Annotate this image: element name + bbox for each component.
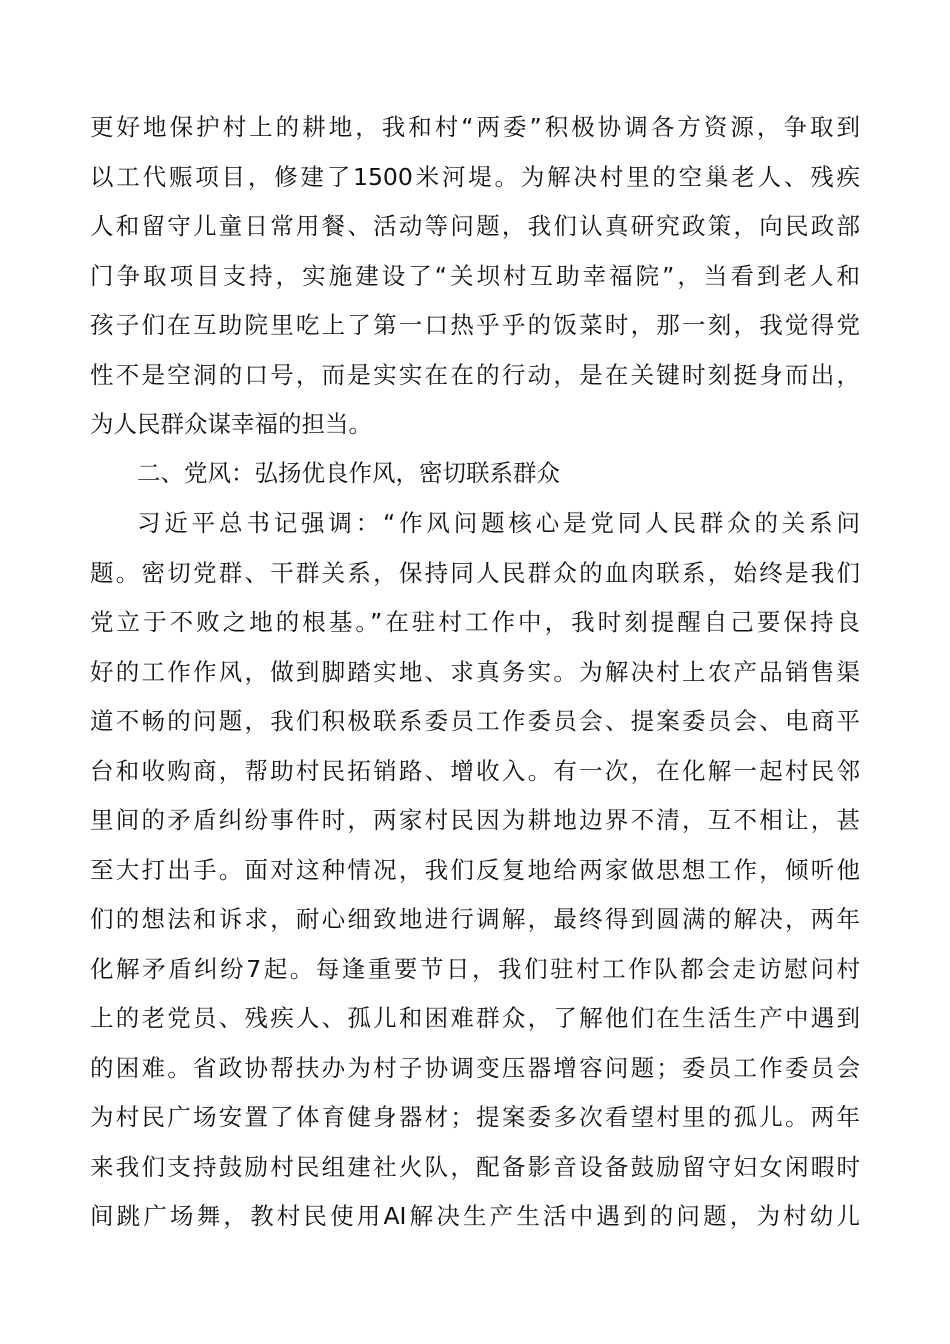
paragraph-line: 党立于不败之地的根基。”在驻村工作中，我时刻提醒自己要保持良 (90, 608, 860, 636)
paragraph-line: 好的工作作风，做到脚踏实地、求真务实。为解决村上农产品销售渠 (90, 657, 860, 686)
paragraph-1 (90, 103, 860, 450)
paragraph-line: 至大打出手。面对这种情况，我们反复地给两家做思想工作，倾听他 (90, 855, 860, 884)
paragraph-line: 为人民群众谋幸福的担当。 (90, 410, 372, 438)
paragraph-line: 人和留守儿童日常用餐、活动等问题，我们认真研究政策，向民政部 (90, 212, 860, 240)
paragraph-line: 门争取项目支持，实施建设了“关坝村互助幸福院”，当看到老人和 (90, 261, 860, 290)
paragraph-line: 里间的矛盾纠纷事件时，两家村民因为耕地边界不清，互不相让，甚 (90, 806, 860, 834)
paragraph-line: 孩子们在互助院里吃上了第一口热乎乎的饭菜时，那一刻，我觉得党 (90, 311, 860, 339)
paragraph-line: 以工代赈项目，修建了1500米河堤。为解决村里的空巢老人、残疾 (90, 162, 860, 191)
paragraph-line: 道不畅的问题，我们积极联系委员工作委员会、提案委员会、电商平 (90, 707, 860, 735)
section-heading-block (90, 449, 860, 499)
paragraph-line: 为村民广场安置了体育健身器材；提案委多次看望村里的孤儿。两年 (90, 1103, 860, 1131)
section-heading: 二、党风：弘扬优良作风，密切联系群众 (137, 459, 560, 487)
paragraph-line: 台和收购商，帮助村民拓销路、增收入。有一次，在化解一起村民邻 (90, 756, 860, 785)
paragraph-line: 间跳广场舞，教村民使用AI解决生产生活中遇到的问题，为村幼儿 (90, 1202, 860, 1230)
paragraph-line: 化解矛盾纠纷7起。每逢重要节日，我们驻村工作队都会走访慰问村 (90, 954, 860, 983)
paragraph-line: 更好地保护村上的耕地，我和村“两委”积极协调各方资源，争取到 (90, 113, 860, 141)
paragraph-line: 来我们支持鼓励村民组建社火队，配备影音设备鼓励留守妇女闲暇时 (90, 1152, 860, 1181)
paragraph-line: 们的想法和诉求，耐心细致地进行调解，最终得到圆满的解决，两年 (90, 905, 860, 933)
paragraph-line: 题。密切党群、干群关系，保持同人民群众的血肉联系，始终是我们 (90, 558, 860, 587)
paragraph-line: 上的老党员、残疾人、孤儿和困难群众，了解他们在生活生产中遇到 (90, 1004, 860, 1032)
paragraph-2 (90, 499, 860, 1242)
paragraph-line: 习近平总书记强调：“作风问题核心是党同人民群众的关系问 (137, 509, 860, 537)
paragraph-line: 性不是空洞的口号，而是实实在在的行动，是在关键时刻挺身而出， (90, 360, 860, 389)
paragraph-line: 的困难。省政协帮扶办为村子协调变压器增容问题；委员工作委员会 (90, 1053, 860, 1082)
